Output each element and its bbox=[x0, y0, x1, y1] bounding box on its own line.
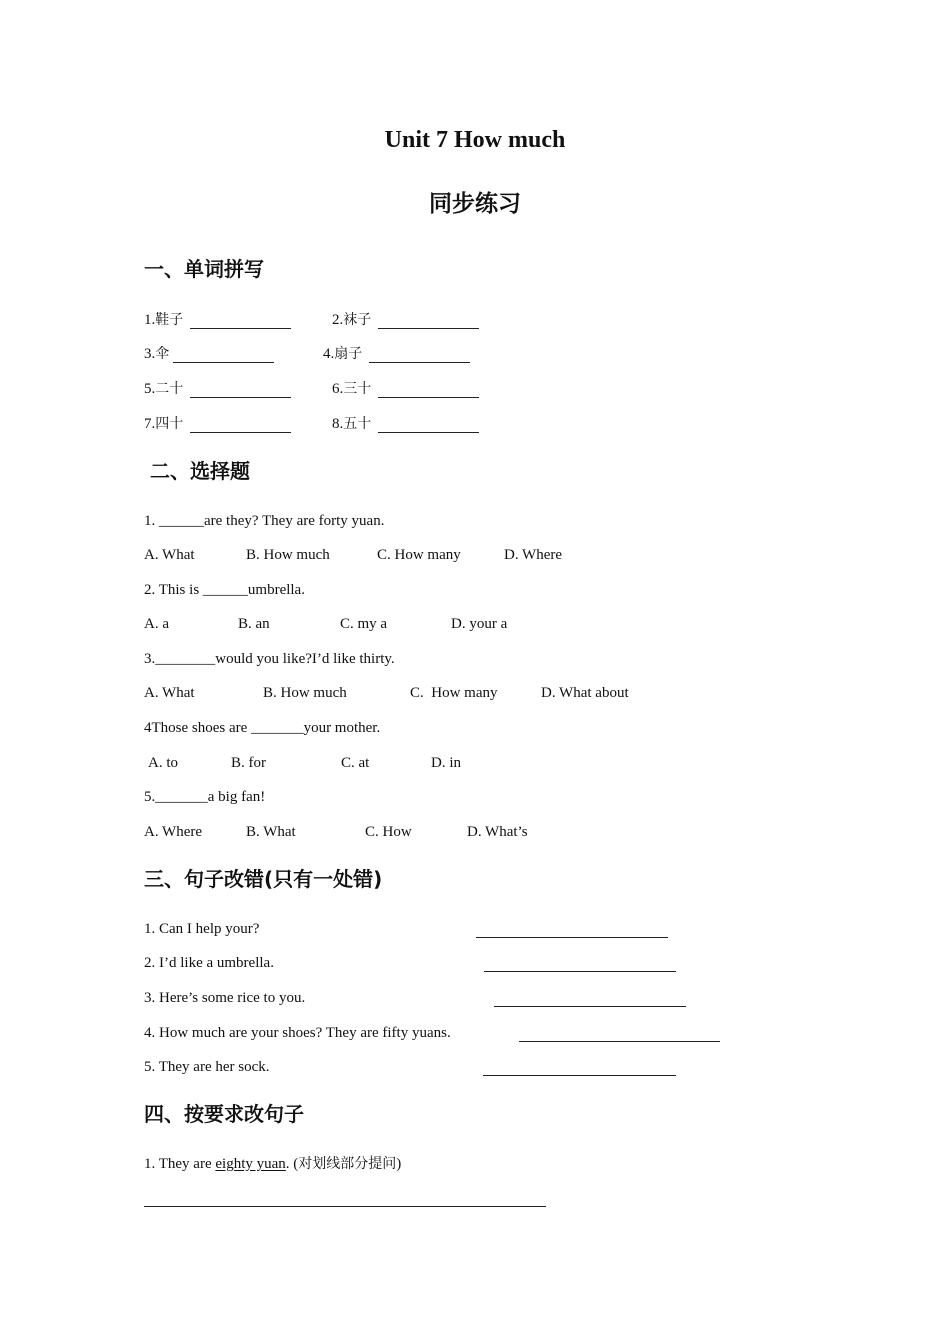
q1-option-b[interactable]: B. How much bbox=[246, 547, 330, 563]
page-subtitle: 同步练习 bbox=[429, 191, 521, 217]
q5-option-c[interactable]: C. How bbox=[365, 824, 412, 840]
correction-item-3: 3. Here’s some rice to you. bbox=[144, 990, 306, 1006]
correction-blank-4[interactable] bbox=[519, 1041, 720, 1042]
q4-option-b[interactable]: B. for bbox=[231, 755, 266, 771]
word-item-2: 2.袜子 bbox=[332, 312, 372, 328]
q4-option-a[interactable]: A. to bbox=[148, 755, 178, 771]
q2-option-a[interactable]: A. a bbox=[144, 616, 169, 632]
answer-blank-6[interactable] bbox=[378, 397, 479, 398]
answer-blank-8[interactable] bbox=[378, 432, 479, 433]
q3-option-d[interactable]: D. What about bbox=[541, 685, 629, 701]
q5-option-b[interactable]: B. What bbox=[246, 824, 296, 840]
correction-blank-3[interactable] bbox=[494, 1006, 686, 1007]
correction-item-2: 2. I’d like a umbrella. bbox=[144, 955, 274, 971]
question-1: 1. ______are they? They are forty yuan. bbox=[144, 513, 385, 529]
word-item-8: 8.五十 bbox=[332, 416, 372, 432]
word-item-5: 5.二十 bbox=[144, 381, 184, 397]
section-2-heading: 二、选择题 bbox=[150, 459, 250, 483]
correction-blank-5[interactable] bbox=[483, 1075, 676, 1076]
q3-option-b[interactable]: B. How much bbox=[263, 685, 347, 701]
word-item-7: 7.四十 bbox=[144, 416, 184, 432]
q5-option-d[interactable]: D. What’s bbox=[467, 824, 528, 840]
q2-option-c[interactable]: C. my a bbox=[340, 616, 388, 632]
q5-option-a[interactable]: A. Where bbox=[144, 824, 203, 840]
q3-option-a[interactable]: A. What bbox=[144, 685, 195, 701]
rewrite-question-1: 1. They are eighty yuan. (对划线部分提问) bbox=[144, 1156, 402, 1172]
word-item-4: 4.扇子 bbox=[323, 346, 363, 362]
section-3-heading: 三、句子改错(只有一处错) bbox=[144, 867, 383, 891]
correction-blank-1[interactable] bbox=[476, 937, 668, 938]
page-title: Unit 7 How much bbox=[384, 127, 566, 153]
q1-option-c[interactable]: C. How many bbox=[377, 547, 461, 563]
answer-blank-4[interactable] bbox=[369, 362, 470, 363]
correction-item-4: 4. How much are your shoes? They are fifty yuans. bbox=[144, 1025, 451, 1041]
q4-option-d[interactable]: D. in bbox=[431, 755, 461, 771]
word-item-6: 6.三十 bbox=[332, 381, 372, 397]
answer-blank-1[interactable] bbox=[190, 328, 291, 329]
q1-option-a[interactable]: A. What bbox=[144, 547, 195, 563]
section-4-heading: 四、按要求改句子 bbox=[144, 1102, 304, 1126]
q1-option-d[interactable]: D. Where bbox=[504, 547, 563, 563]
answer-blank-5[interactable] bbox=[190, 397, 291, 398]
question-3: 3.________would you like?I’d like thirty. bbox=[144, 651, 395, 667]
word-item-3: 3.伞 bbox=[144, 346, 170, 362]
rewrite-answer-blank-1[interactable] bbox=[144, 1206, 546, 1207]
question-2: 2. This is ______umbrella. bbox=[144, 582, 305, 598]
answer-blank-7[interactable] bbox=[190, 432, 291, 433]
q4-option-c[interactable]: C. at bbox=[341, 755, 370, 771]
correction-item-5: 5. They are her sock. bbox=[144, 1059, 270, 1075]
correction-blank-2[interactable] bbox=[484, 971, 676, 972]
q2-option-d[interactable]: D. your a bbox=[451, 616, 508, 632]
question-5: 5._______a big fan! bbox=[144, 789, 266, 805]
answer-blank-2[interactable] bbox=[378, 328, 479, 329]
q3-option-c[interactable]: C. How many bbox=[410, 685, 498, 701]
question-4: 4Those shoes are _______your mother. bbox=[144, 720, 381, 736]
underlined-phrase: eighty yuan bbox=[215, 1156, 286, 1172]
correction-item-1: 1. Can I help your? bbox=[144, 921, 260, 937]
word-item-1: 1.鞋子 bbox=[144, 312, 184, 328]
section-1-heading: 一、单词拼写 bbox=[144, 257, 264, 281]
q2-option-b[interactable]: B. an bbox=[238, 616, 270, 632]
answer-blank-3[interactable] bbox=[173, 362, 274, 363]
